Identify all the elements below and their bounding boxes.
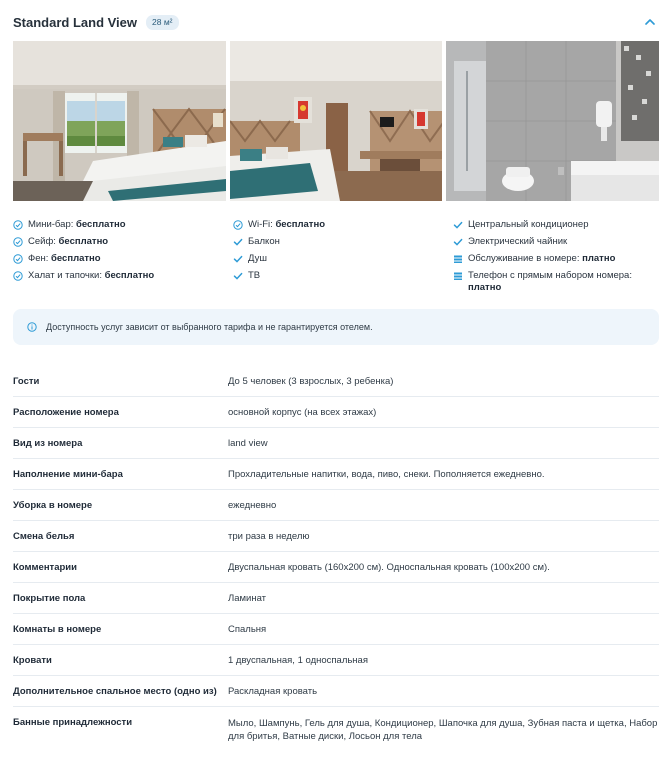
spec-row <box>13 366 659 397</box>
amenity-label: Телефон с прямым набором номера: платно <box>468 270 632 293</box>
availability-notice <box>13 309 659 345</box>
amenity-item <box>13 219 154 236</box>
spec-key: Уборка в номере <box>13 499 93 511</box>
spec-value: Мыло, Шампунь, Гель для душа, Кондиционер, Шапочка для душа, Зубная паста и щетка, Набор для бритья, Ватные диски, Лосьон для тела <box>228 718 658 742</box>
room-header <box>13 12 659 32</box>
spec-key: Банные принадлежности <box>13 717 133 728</box>
spec-key: Кровати <box>13 654 52 666</box>
check-circle-icon <box>233 220 243 230</box>
spec-row <box>13 552 659 583</box>
spec-value: Прохладительные напитки, вода, пиво, снеки. Пополняется ежедневно. <box>228 468 545 480</box>
spec-key: Расположение номера <box>13 406 119 418</box>
amenity-label: Душ <box>248 253 268 264</box>
spec-row <box>13 521 659 552</box>
amenities-column-1 <box>13 219 154 287</box>
amenity-label: Wi-Fi: бесплатно <box>248 219 325 230</box>
chevron-up-icon <box>645 18 655 25</box>
room-area-badge: 28 м² <box>146 15 179 30</box>
check-icon <box>453 220 463 230</box>
spec-row <box>13 459 659 490</box>
spec-row <box>13 490 659 521</box>
amenities-column-3 <box>453 219 663 298</box>
paid-icon <box>453 271 463 281</box>
spec-key: Смена белья <box>13 530 75 542</box>
room-specs-table <box>13 366 659 753</box>
spec-value: Спальня <box>228 623 267 635</box>
spec-row <box>13 583 659 614</box>
check-circle-icon <box>13 254 23 264</box>
room-title: Standard Land View <box>13 14 138 30</box>
spec-key: Вид из номера <box>13 437 83 449</box>
check-icon <box>453 237 463 247</box>
amenity-item <box>453 270 663 298</box>
amenity-label: Халат и тапочки: бесплатно <box>28 270 155 281</box>
amenity-item <box>13 253 154 270</box>
amenity-item <box>233 236 325 253</box>
spec-row <box>13 645 659 676</box>
spec-value: land view <box>228 437 268 449</box>
amenity-item <box>233 253 325 270</box>
spec-value: основной корпус (на всех этажах) <box>228 406 377 418</box>
spec-key: Комнаты в номере <box>13 623 102 635</box>
spec-key: Гости <box>13 375 40 387</box>
collapse-button[interactable] <box>643 14 657 28</box>
spec-value: До 5 человек (3 взрослых, 3 ребенка) <box>228 375 394 387</box>
amenity-label: Центральный кондиционер <box>468 219 589 230</box>
check-circle-icon <box>13 220 23 230</box>
spec-row <box>13 707 659 753</box>
spec-key: Наполнение мини-бара <box>13 468 123 480</box>
spec-row <box>13 397 659 428</box>
spec-value: Двуспальная кровать (160x200 см). Односпальная кровать (100x200 см). <box>228 561 550 573</box>
bedroom-with-view-photo[interactable] <box>13 41 226 201</box>
amenity-label: Фен: бесплатно <box>28 253 101 264</box>
amenity-item <box>13 270 154 287</box>
spec-value: три раза в неделю <box>228 530 310 542</box>
check-icon <box>233 271 243 281</box>
amenity-label: Обслуживание в номере: платно <box>468 253 616 264</box>
spec-key: Комментарии <box>13 561 77 573</box>
bathroom-photo[interactable] <box>446 41 659 201</box>
spec-value: Раскладная кровать <box>228 685 318 697</box>
amenities-column-2 <box>233 219 325 287</box>
bedroom-with-desk-photo[interactable] <box>230 41 443 201</box>
check-circle-icon <box>13 237 23 247</box>
spec-value: 1 двуспальная, 1 односпальная <box>228 654 368 666</box>
spec-row <box>13 614 659 645</box>
spec-row <box>13 676 659 707</box>
amenity-item <box>233 270 325 287</box>
amenity-label: Сейф: бесплатно <box>28 236 109 247</box>
spec-value: ежедневно <box>228 499 277 511</box>
check-circle-icon <box>13 271 23 281</box>
spec-key: Покрытие пола <box>13 592 86 604</box>
check-icon <box>233 254 243 264</box>
photo-gallery <box>13 41 659 201</box>
amenity-item <box>453 219 663 236</box>
amenity-label: ТВ <box>248 270 261 281</box>
amenity-item <box>13 236 154 253</box>
spec-value: Ламинат <box>228 592 267 604</box>
amenity-label: Мини-бар: бесплатно <box>28 219 126 230</box>
spec-row <box>13 428 659 459</box>
amenity-item <box>453 253 663 270</box>
notice-text: Доступность услуг зависит от выбранного тарифа и не гарантируется отелем. <box>46 322 373 332</box>
info-icon <box>27 322 37 332</box>
amenity-label: Электрический чайник <box>468 236 568 247</box>
amenity-label: Балкон <box>248 236 280 247</box>
amenity-item <box>233 219 325 236</box>
paid-icon <box>453 254 463 264</box>
amenity-item <box>453 236 663 253</box>
spec-key: Дополнительное спальное место (одно из) <box>13 685 217 697</box>
check-icon <box>233 237 243 247</box>
